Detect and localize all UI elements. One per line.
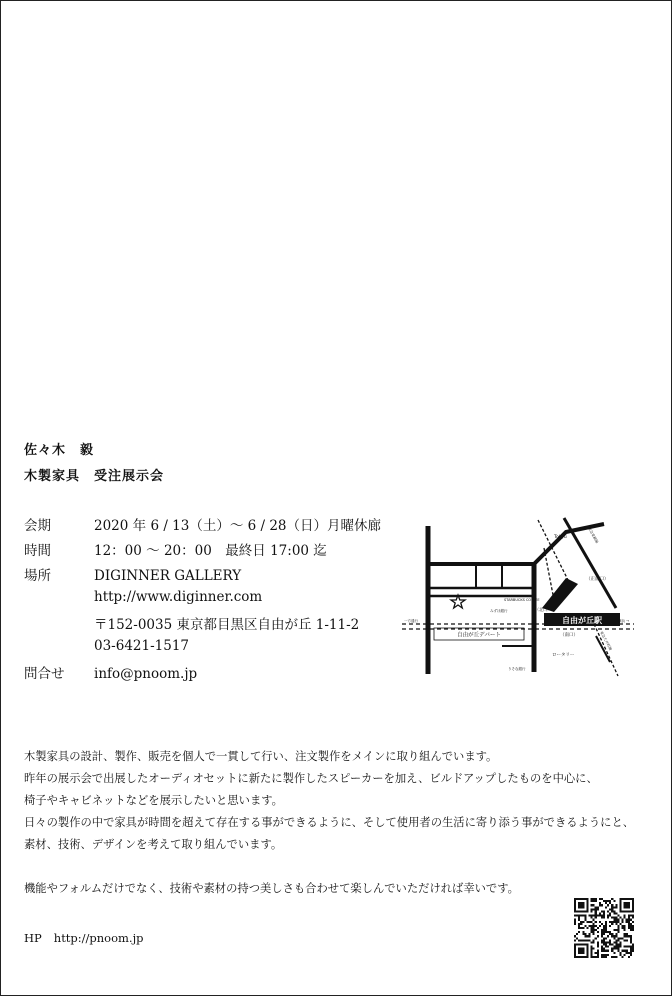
time-row — [24, 539, 327, 559]
description-line: 椅子やキャビネットなどを展示したいと思います。 — [24, 794, 283, 807]
description-line: 木製家具の設計、製作、販売を個人で一貫して行い、注文製作をメインに取り組んでいます。 — [24, 750, 498, 763]
description-line: 機能やフォルムだけでなく、技術や素材の持つ美しさも合わせて楽しんでいただければ幸いです。 — [24, 882, 519, 895]
map-line-name: 東急東横線 — [587, 526, 599, 544]
map-tokyu-label: Tokyu — [554, 535, 567, 540]
map-right-label: 横浜 → — [618, 619, 630, 623]
exhibition-title: 木製家具 受注展示会 — [24, 469, 165, 484]
contact-row — [24, 662, 197, 682]
time-value: 12：00 ～ 20：00 最終日 17:00 迄 — [94, 543, 327, 559]
artist-name: 佐々木 毅 — [24, 443, 95, 458]
description-line: 昨年の展示会で出展したオーディオセットに新たに製作したスピーカーを加え、ビルドアップしたものを中心に、 — [24, 772, 598, 785]
map-exit-south: （南口） — [560, 633, 578, 638]
map-bank-bottom: りそな銀行 — [508, 667, 526, 671]
venue-phone: 03-6421-1517 — [94, 638, 190, 654]
map-exit-north: （北口） — [535, 607, 551, 612]
map-department-store: 自由が丘デパート — [457, 632, 501, 639]
period-label: 会期 — [24, 518, 51, 534]
description-line: 日々の製作の中で家具が時間を超えて存在する事ができるように、そして使用者の生活に寄り添う事ができるようにと、 — [24, 816, 635, 829]
venue-row — [24, 564, 241, 584]
map-exit-main: （正面口） — [586, 577, 609, 582]
venue-address: 〒152-0035 東京都目黒区自由が丘 1-11-2 — [94, 617, 360, 633]
map-rotary: ロータリー — [552, 653, 575, 658]
period-value: 2020 年 6 / 13（土）～ 6 / 28（日）月曜休廊 — [94, 518, 382, 534]
map-starbucks: STARBUCKS COFFEE — [504, 598, 540, 602]
time-label: 時間 — [24, 543, 51, 559]
map-bank: みずほ銀行 — [490, 609, 508, 613]
contact-label: 問合せ — [24, 666, 65, 682]
qr-code[interactable] — [574, 898, 634, 958]
contact-email[interactable]: info@pnoom.jp — [94, 666, 198, 682]
description-line: 素材、技術、デザインを考えて取り組んでいます。 — [24, 838, 283, 851]
description — [24, 746, 634, 900]
homepage-line — [24, 931, 144, 945]
map-line-name-2: 東急大井町線 — [599, 630, 613, 652]
station-label: 自由が丘駅 — [562, 616, 602, 625]
venue-url[interactable]: http://www.diginner.com — [94, 589, 263, 605]
hp-url[interactable]: http://pnoom.jp — [53, 931, 144, 945]
venue-name: DIGINNER GALLERY — [94, 568, 242, 584]
access-map — [398, 512, 638, 680]
period-row — [24, 514, 381, 534]
hp-label: HP — [24, 931, 42, 945]
venue-label: 場所 — [24, 568, 51, 584]
map-left-label: 一方通行 — [404, 619, 418, 623]
